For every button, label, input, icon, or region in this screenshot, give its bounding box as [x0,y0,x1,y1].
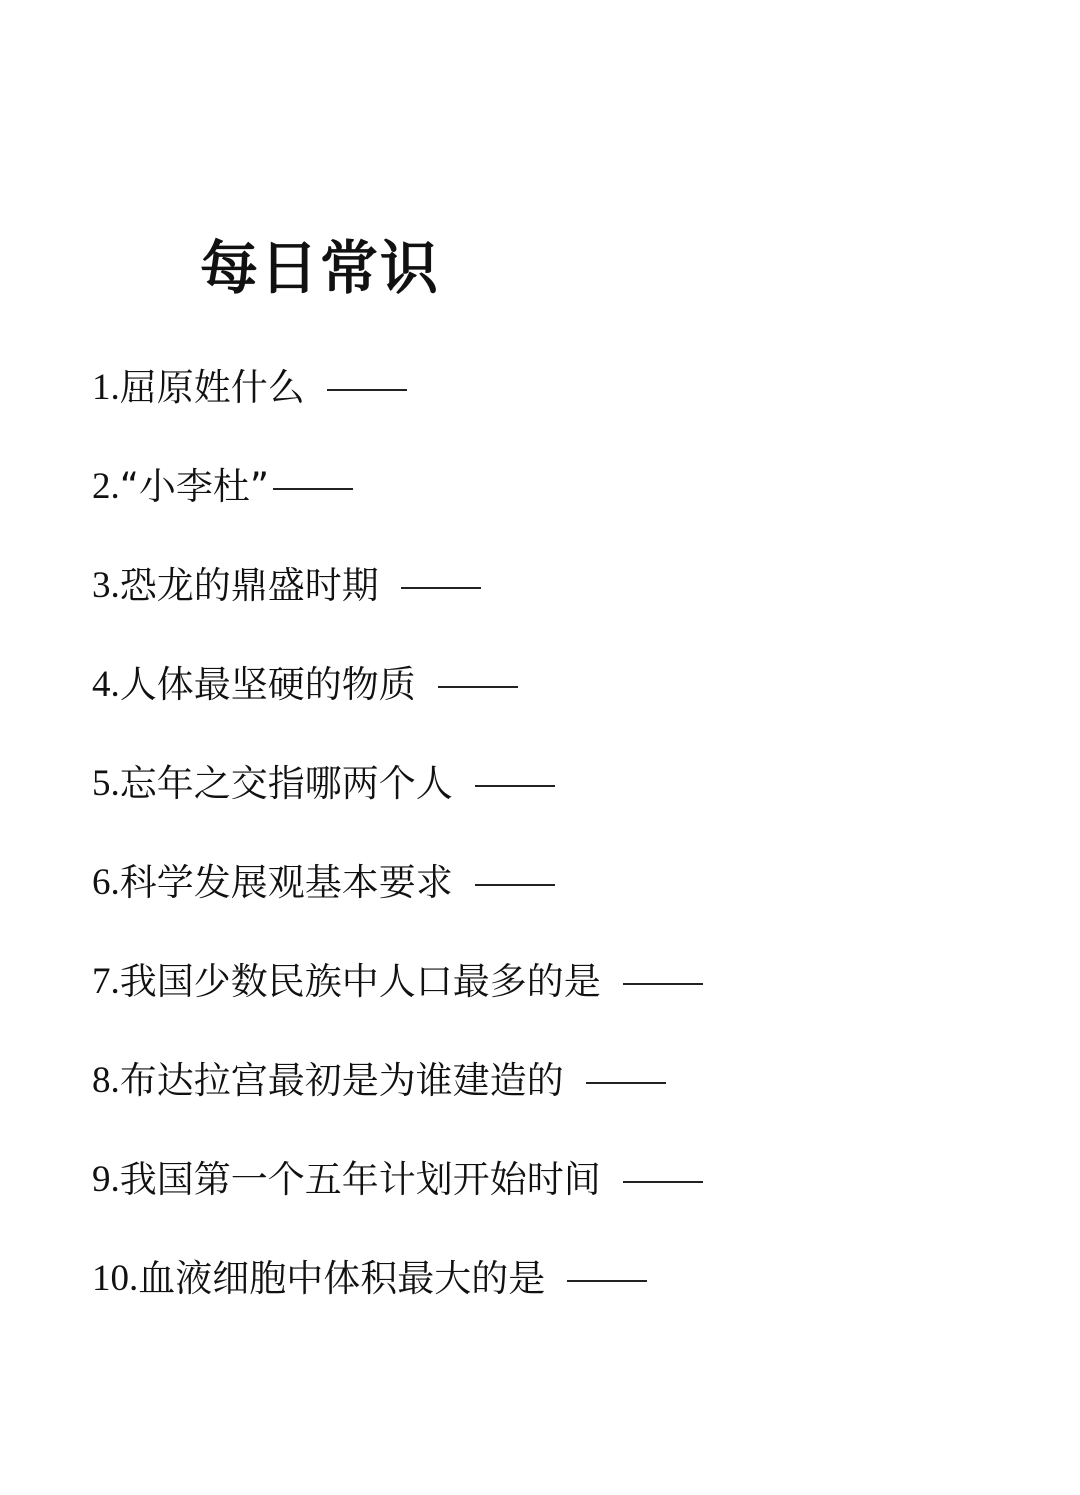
answer-blank-line [475,785,555,787]
question-text: 恐龙的鼎盛时期 [119,563,379,607]
question-number: 7. [92,960,120,1002]
question-list [92,338,992,1328]
question-number: 6. [92,861,120,903]
question-item [92,1130,992,1229]
question-text: 我国少数民族中人口最多的是 [119,959,601,1003]
question-item [92,932,992,1031]
answer-blank-line [438,686,518,688]
question-number: 2. [92,465,120,507]
answer-blank-line [475,884,555,886]
page-title: 每日常识 [200,234,441,302]
question-number: 9. [92,1158,120,1200]
answer-blank-line [567,1280,647,1282]
answer-blank-line [586,1082,666,1084]
question-text: “小李杜” [119,464,270,508]
question-number: 4. [92,663,120,705]
question-text: 布达拉宫最初是为谁建造的 [119,1058,564,1102]
question-item [92,734,992,833]
question-item [92,1229,992,1328]
answer-blank-line [327,389,407,391]
question-item [92,338,992,437]
question-number: 8. [92,1059,120,1101]
question-item [92,1031,992,1130]
answer-blank-line [273,488,353,490]
question-item [92,437,992,536]
question-item [92,833,992,932]
question-text: 我国第一个五年计划开始时间 [119,1157,601,1201]
question-text: 科学发展观基本要求 [119,860,453,904]
question-text: 人体最坚硬的物质 [119,662,416,706]
question-text: 屈原姓什么 [119,365,305,409]
answer-blank-line [401,587,481,589]
question-item [92,536,992,635]
question-number: 10. [92,1257,139,1299]
answer-blank-line [623,1181,703,1183]
question-text: 忘年之交指哪两个人 [119,761,453,805]
question-number: 5. [92,762,120,804]
question-number: 1. [92,366,120,408]
question-number: 3. [92,564,120,606]
question-text: 血液细胞中体积最大的是 [138,1256,546,1300]
question-item [92,635,992,734]
answer-blank-line [623,983,703,985]
